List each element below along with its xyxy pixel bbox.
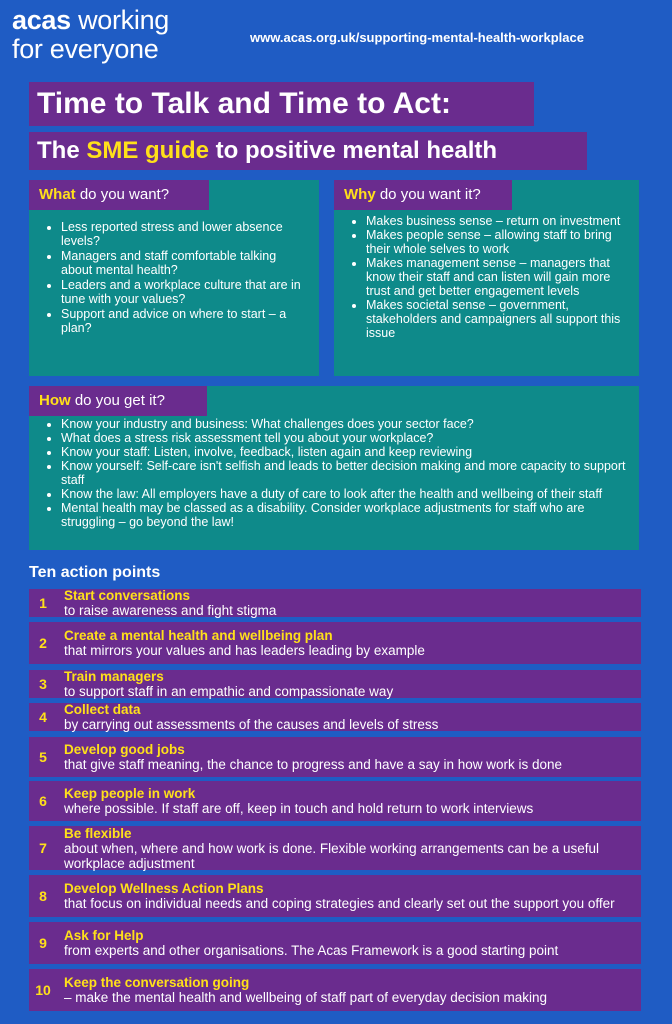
- action-highlight: Create a mental health and wellbeing plan: [64, 628, 333, 643]
- action-point-8: [29, 875, 641, 917]
- action-highlight: Keep people in work: [64, 786, 196, 801]
- how-heading-highlight: How: [39, 392, 71, 409]
- action-rest: that focus on individual needs and coping strategies and clearly set out the support you offer: [64, 896, 615, 911]
- action-point-5: [29, 737, 641, 777]
- action-point-1: [29, 589, 641, 617]
- action-highlight: Be flexible: [64, 825, 132, 841]
- action-rest: to raise awareness and fight stigma: [64, 603, 277, 618]
- action-point-4: [29, 703, 641, 731]
- action-number: 9: [39, 935, 47, 951]
- page-subtitle: [29, 132, 587, 170]
- action-rest: that give staff meaning, the chance to progress and have a say in how work is done: [64, 757, 563, 772]
- list-item: • Less reported stress and lower absence levels?: [61, 220, 301, 248]
- what-heading-highlight: What: [39, 186, 76, 203]
- how-heading: [29, 386, 207, 416]
- what-list: [29, 220, 301, 336]
- what-heading: [29, 180, 209, 210]
- subtitle-highlight: SME guide: [86, 137, 210, 164]
- action-number: 8: [39, 888, 47, 904]
- what-heading-rest: do you want?: [75, 186, 170, 203]
- action-highlight: Develop good jobs: [64, 742, 185, 757]
- action-number: 6: [39, 793, 47, 809]
- action-points-title: Ten action points: [29, 564, 161, 581]
- action-rest: to support staff in an empathic and compassionate way: [64, 684, 394, 699]
- subtitle-post: to positive mental health: [209, 137, 498, 164]
- list-item: • Know yourself: Self-care isn't selfish and leads to better decision making and more capacity to support staff: [61, 459, 631, 487]
- action-number: 7: [39, 840, 47, 856]
- action-rest: where possible. If staff are off, keep in touch and hold return to work interviews: [64, 801, 534, 816]
- header: [12, 6, 662, 68]
- action-point-2: [29, 622, 641, 664]
- action-highlight: Train managers: [64, 669, 164, 684]
- list-item: • Support and advice on where to start – a plan?: [61, 307, 301, 335]
- logo-brand: acas: [12, 5, 71, 35]
- website-url[interactable]: www.acas.org.uk/supporting-mental-health-workplace: [250, 30, 584, 45]
- list-item: • What does a stress risk assessment tell you about your workplace?: [61, 431, 631, 445]
- list-item: • Makes people sense – allowing staff to bring their whole selves to work: [366, 228, 626, 256]
- page-title: Time to Talk and Time to Act:: [29, 82, 534, 126]
- subtitle-pre: The: [37, 137, 87, 164]
- action-number: 4: [39, 709, 47, 725]
- action-number: 3: [39, 676, 47, 692]
- list-item: • Know your staff: Listen, involve, feedback, listen again and keep reviewing: [61, 445, 631, 459]
- list-item: • Know your industry and business: What challenges does your sector face?: [61, 417, 631, 431]
- action-highlight: Start conversations: [64, 588, 191, 603]
- action-point-6: [29, 781, 641, 821]
- action-text: [64, 826, 631, 870]
- action-text: [64, 670, 631, 698]
- action-text: [64, 922, 631, 964]
- action-rest: that mirrors your values and has leaders leading by example: [64, 643, 425, 658]
- action-point-3: [29, 670, 641, 698]
- action-highlight: Ask for Help: [64, 928, 144, 943]
- action-text: [64, 737, 631, 777]
- list-item: • Makes management sense – managers that know their staff and can listen will gain more trust and get better engagement levels: [366, 256, 626, 298]
- action-highlight: Develop Wellness Action Plans: [64, 881, 264, 896]
- list-item: • Managers and staff comfortable talking about mental health?: [61, 249, 301, 277]
- action-point-10: [29, 969, 641, 1011]
- action-point-7: [29, 826, 641, 870]
- action-point-9: [29, 922, 641, 964]
- action-number: 1: [39, 595, 47, 611]
- what-panel: [29, 180, 319, 376]
- action-number: 2: [39, 635, 47, 651]
- action-text: [64, 781, 631, 821]
- logo-text-working: working: [70, 5, 170, 35]
- list-item: • Mental health may be classed as a disability. Consider workplace adjustments for staff who are struggling – go beyond the law!: [61, 501, 631, 529]
- why-panel: [334, 180, 639, 376]
- action-rest: by carrying out assessments of the causes and levels of stress: [64, 717, 439, 732]
- why-heading-rest: do you want it?: [375, 186, 481, 203]
- why-list: [334, 214, 626, 340]
- list-item: • Leaders and a workplace culture that are in tune with your values?: [61, 278, 301, 306]
- action-text: [64, 969, 631, 1011]
- action-rest: from experts and other organisations. The Acas Framework is a good starting point: [64, 943, 559, 958]
- logo-text-line2: for everyone: [12, 34, 159, 64]
- action-highlight: Keep the conversation going: [64, 975, 250, 990]
- action-text: [64, 875, 631, 917]
- action-rest: about when, where and how work is done. Flexible working arrangements can be a useful workplace adjustment: [64, 840, 600, 871]
- action-rest: – make the mental health and wellbeing of staff part of everyday decision making: [64, 990, 548, 1005]
- acas-logo[interactable]: [12, 6, 169, 64]
- how-list: [29, 417, 631, 529]
- action-text: [64, 589, 631, 617]
- list-item: • Makes societal sense – government, stakeholders and campaigners all support this issue: [366, 298, 626, 340]
- list-item: • Know the law: All employers have a duty of care to look after the health and wellbeing of their staff: [61, 487, 631, 501]
- action-highlight: Collect data: [64, 702, 141, 717]
- action-text: [64, 703, 631, 731]
- action-text: [64, 622, 631, 664]
- how-panel: [29, 386, 639, 550]
- action-number: 5: [39, 749, 47, 765]
- why-heading-highlight: Why: [344, 186, 376, 203]
- how-heading-rest: do you get it?: [70, 392, 165, 409]
- action-number: 10: [35, 982, 51, 998]
- list-item: • Makes business sense – return on investment: [366, 214, 626, 228]
- why-heading: [334, 180, 512, 210]
